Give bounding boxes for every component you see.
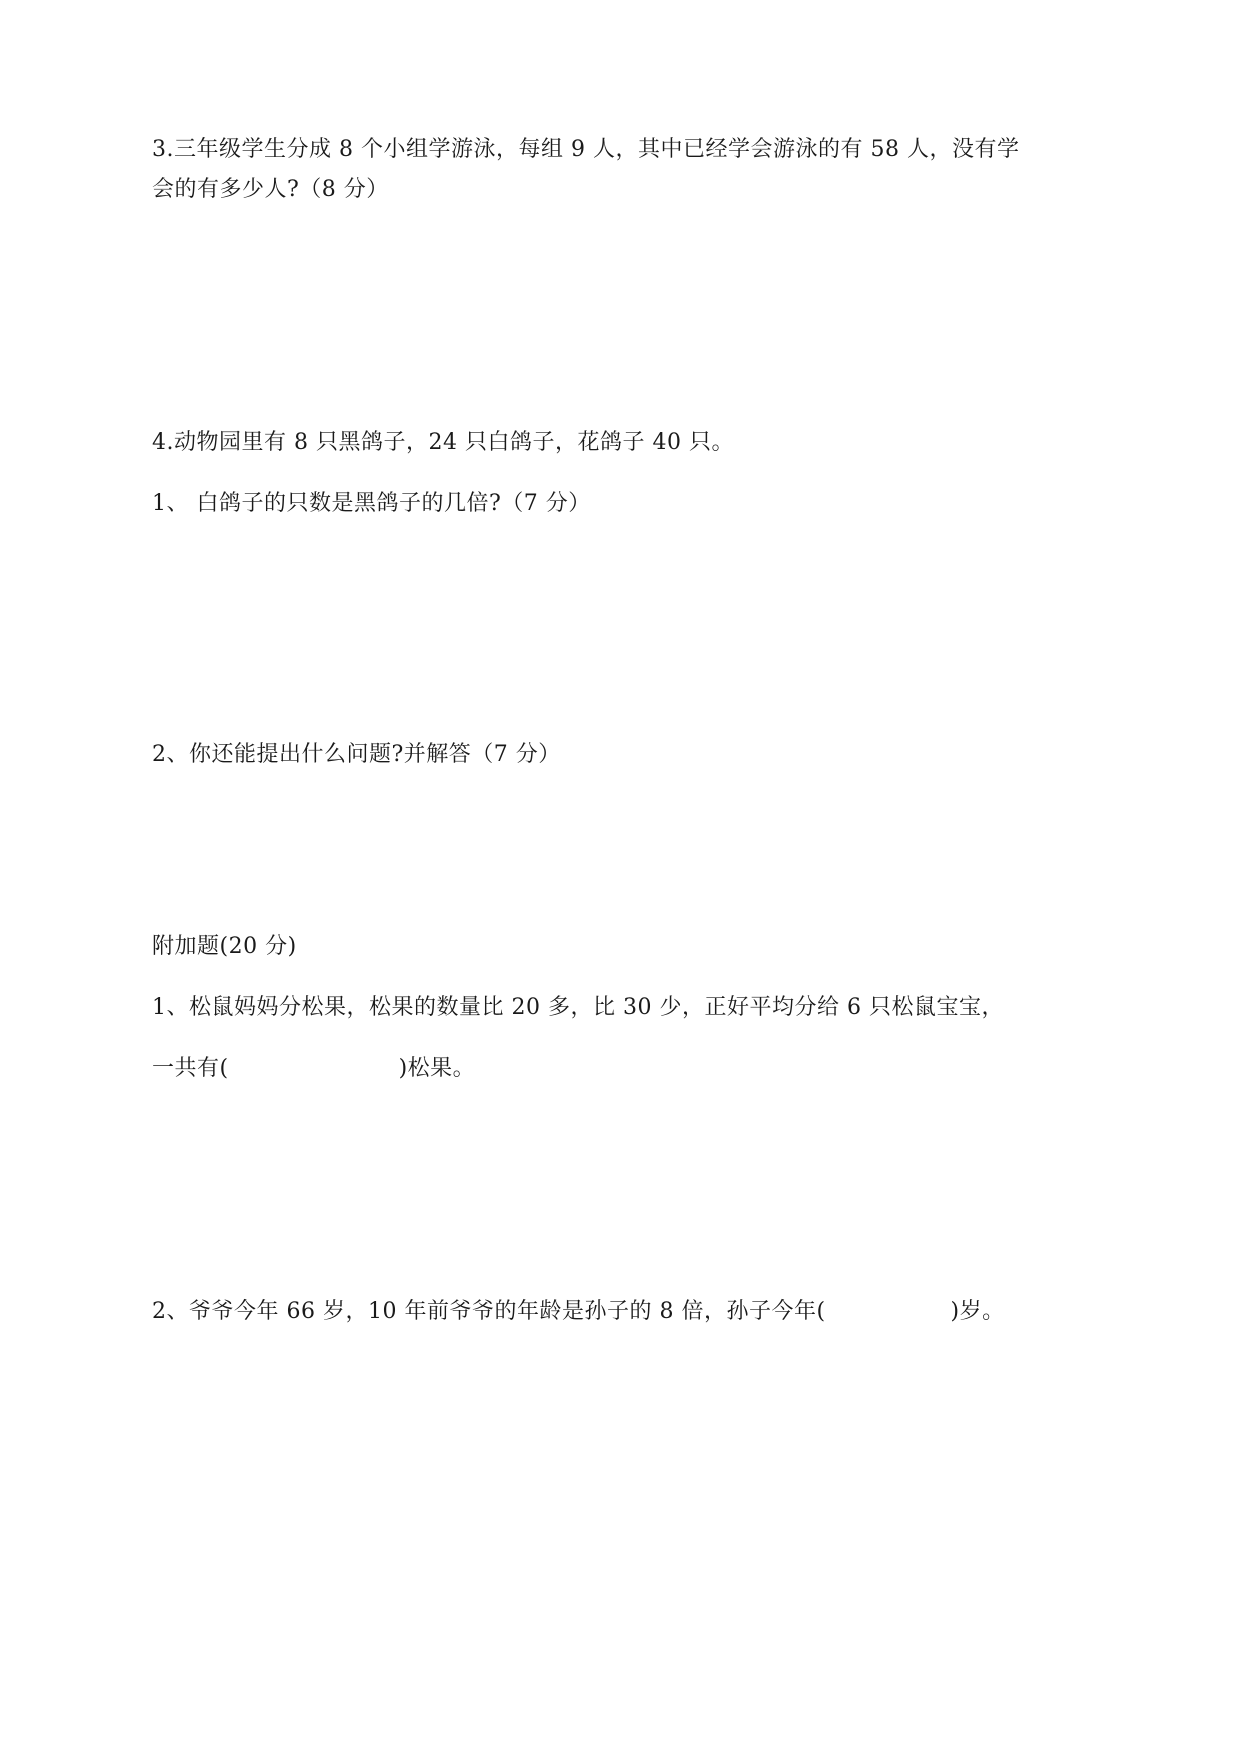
bonus-problem-1-text-before: 一共有( (152, 1056, 229, 1081)
question-4-sub-1: 1、 白鸽子的只数是黑鸽子的几倍?（7 分） (152, 491, 591, 516)
bonus-problem-2 (152, 1297, 1005, 1327)
bonus-title: 附加题(20 分) (152, 934, 297, 959)
bonus-problem-2-text-before: 2、爷爷今年 66 岁，10 年前爷爷的年龄是孙子的 8 倍，孙子今年( (152, 1299, 826, 1324)
bonus-problem-2-text-after: )岁。 (950, 1299, 1005, 1324)
bonus-problem-1-text-after: )松果。 (398, 1056, 476, 1081)
question-4-sub-2: 2、你还能提出什么问题?并解答（7 分） (152, 742, 561, 767)
question-3-line-2: 会的有多少人?（8 分） (152, 177, 389, 202)
question-4-intro: 4.动物园里有 8 只黑鸽子，24 只白鸽子，花鸽子 40 只。 (152, 430, 734, 455)
question-3-line-1: 3.三年级学生分成 8 个小组学游泳，每组 9 人，其中已经学会游泳的有 58 人，没有学 (152, 137, 1020, 162)
bonus-problem-1-line-1: 1、松鼠妈妈分松果，松果的数量比 20 多，比 30 少，正好平均分给 6 只松鼠宝宝， (152, 995, 1004, 1020)
bonus-problem-1-line-2 (152, 1054, 475, 1084)
